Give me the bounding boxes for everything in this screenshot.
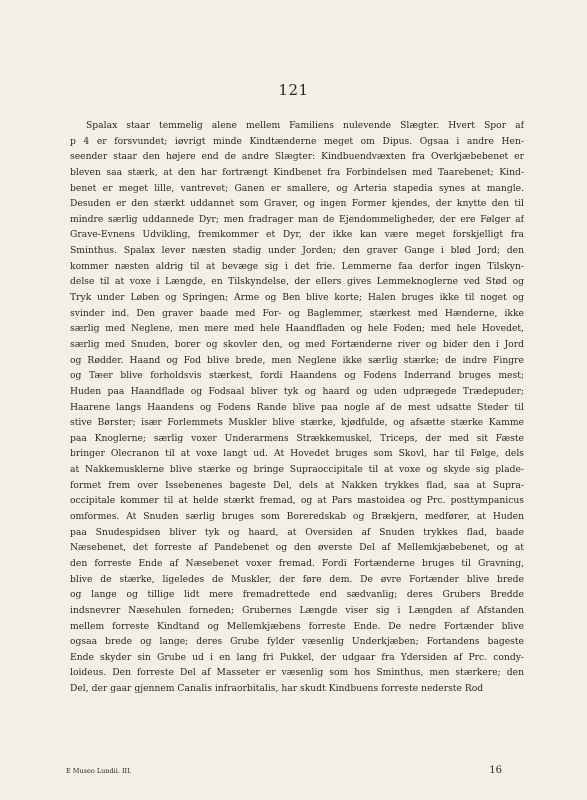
- page-number: 121: [278, 81, 309, 99]
- text-line: delse til at voxe i Længde, en Tilskyndelse, der ellers gives Lemmeknoglerne ved Stød og: [70, 276, 524, 288]
- text-line: indsnevrer Næsehulen forneden; Grubernes Længde viser sig i Længden af Afstanden: [70, 604, 524, 616]
- text-line: Grave-Evnens Udvikling, fremkommer et Dyr, der ikke kan være meget forskjelligt fra: [70, 229, 524, 241]
- text-line: benet er meget lille, vantrevet; Ganen er smallere, og Arteria stapedia synes at mangle.: [70, 182, 524, 194]
- text-line: bringer Olecranon til at voxe langt ud. At Hovedet bruges som Skovl, har til Følge, dels: [70, 448, 524, 460]
- text-line: og Rødder. Haand og Fod blive brede, men Neglene ikke særlig stærke; de indre Fingre: [70, 354, 524, 366]
- text-line: occipitale kommer til at helde stærkt fremad, og at Pars mastoidea og Prc. posttympanicus: [70, 495, 524, 507]
- text-line: mellem forreste Kindtand og Mellemkjæbens forreste Ende. De nedre Fortænder blive: [70, 620, 524, 632]
- text-line: Ende skyder sin Grube ud i en lang fri Pukkel, der udgaar fra Ydersiden af Prc. condy-: [70, 651, 524, 663]
- text-line: svinder ind. Den graver baade med For- og Baglemmer, stærkest med Hænderne, ikke: [70, 307, 524, 319]
- text-line: blive de stærke, ligeledes de Muskler, der føre dem. De øvre Fortænder blive brede: [70, 573, 524, 585]
- text-line: seender staar den højere end de andre Slægter: Kindbuendvæxten fra Overkjæbebenet er: [70, 151, 524, 163]
- text-line: og Tæer blive forholdsvis stærkest, fordi Haandens og Fodens Inderrand bruges mest;: [70, 370, 524, 382]
- footer: [66, 765, 530, 779]
- text-line: loideus. Den forreste Del af Masseter er væsenlig som hos Sminthus, men stærkere; den: [70, 667, 524, 679]
- text-line: mindre særlig uddannede Dyr; men fradrager man de Ejendommeligheder, der ere Følger af: [70, 213, 524, 225]
- text-line: Næsebenet, det forreste af Pandebenet og den øverste Del af Mellemkjæbebenet, og at: [70, 542, 524, 554]
- text-line: den forreste Ende af Næsebenet voxer fremad. Fordi Fortænderne bruges til Gravning,: [70, 557, 524, 569]
- text-line: og lange og tillige lidt mere fremadrettede end sædvanlig; deres Grubers Bredde: [70, 589, 524, 601]
- text-line: særlig med Neglene, men mere med hele Haandfladen og hele Foden; med hele Hovedet,: [70, 323, 524, 335]
- text-line: Haarene langs Haandens og Fodens Rande blive paa nogle af de mest udsatte Steder til: [70, 401, 524, 413]
- text-line: kommer næsten aldrig til at bevæge sig i det frie. Lemmerne faa derfor ingen Tilskyn-: [70, 260, 524, 272]
- body-text: [70, 118, 524, 697]
- footer-series: E Museo Lundii. III.: [66, 767, 132, 775]
- text-line: p 4 er forsvundet; iøvrigt minde Kindtænderne meget om Dipus. Ogsaa i andre Hen-: [70, 135, 524, 147]
- text-line: Spalax staar temmelig alene mellem Familiens nulevende Slægter. Hvert Spor af: [86, 120, 524, 131]
- text-line: paa Snudespidsen bliver tyk og haard, at Oversiden af Snuden trykkes flad, baade: [70, 526, 524, 538]
- footer-signature: 16: [489, 765, 502, 776]
- text-line: omformes. At Snuden særlig bruges som Boreredskab og Brækjern, medfører, at Huden: [70, 511, 524, 523]
- text-line: stive Børster; især Forlemmets Muskler blive stærke, kjødfulde, og afsætte stærke Kamme: [70, 417, 524, 429]
- text-line: Del, der gaar gjennem Canalis infraorbitalis, har skudt Kindbuens forreste nederste Rod: [70, 683, 484, 695]
- text-line: formet frem over Issebenenes bageste Del, dels at Nakken trykkes flad, saa at Supra-: [70, 479, 524, 491]
- text-line: bleven saa stærk, at den har fortrængt Kindbenet fra Forbindelsen med Taarebenet; Kind-: [70, 166, 524, 178]
- text-line: ogsaa brede og lange; deres Grube fylder væsenlig Underkjæben; Fortandens bageste: [70, 636, 524, 648]
- text-line: at Nakkemusklerne blive stærke og bringe Supraoccipitale til at voxe og skyde sig plade-: [70, 464, 524, 476]
- text-line: Desuden er den stærkt uddannet som Graver, og ingen Former kjendes, der knytte den til: [70, 198, 524, 210]
- text-line: paa Knoglerne; særlig voxer Underarmens Strækkemuskel, Triceps, der med sit Fæste: [70, 432, 524, 444]
- text-line: Sminthus. Spalax lever næsten stadig under Jorden; den graver Gange i blød Jord; den: [70, 245, 524, 257]
- text-line: særlig med Snuden, borer og skovler den, og med Fortænderne river og bider den i Jord: [70, 338, 524, 350]
- text-line: Tryk under Løben og Springen; Arme og Ben blive korte; Halen bruges ikke til noget og: [70, 292, 524, 304]
- text-line: Huden paa Haandflade og Fodsaal bliver tyk og haard og uden udprægede Trædepuder;: [70, 385, 524, 397]
